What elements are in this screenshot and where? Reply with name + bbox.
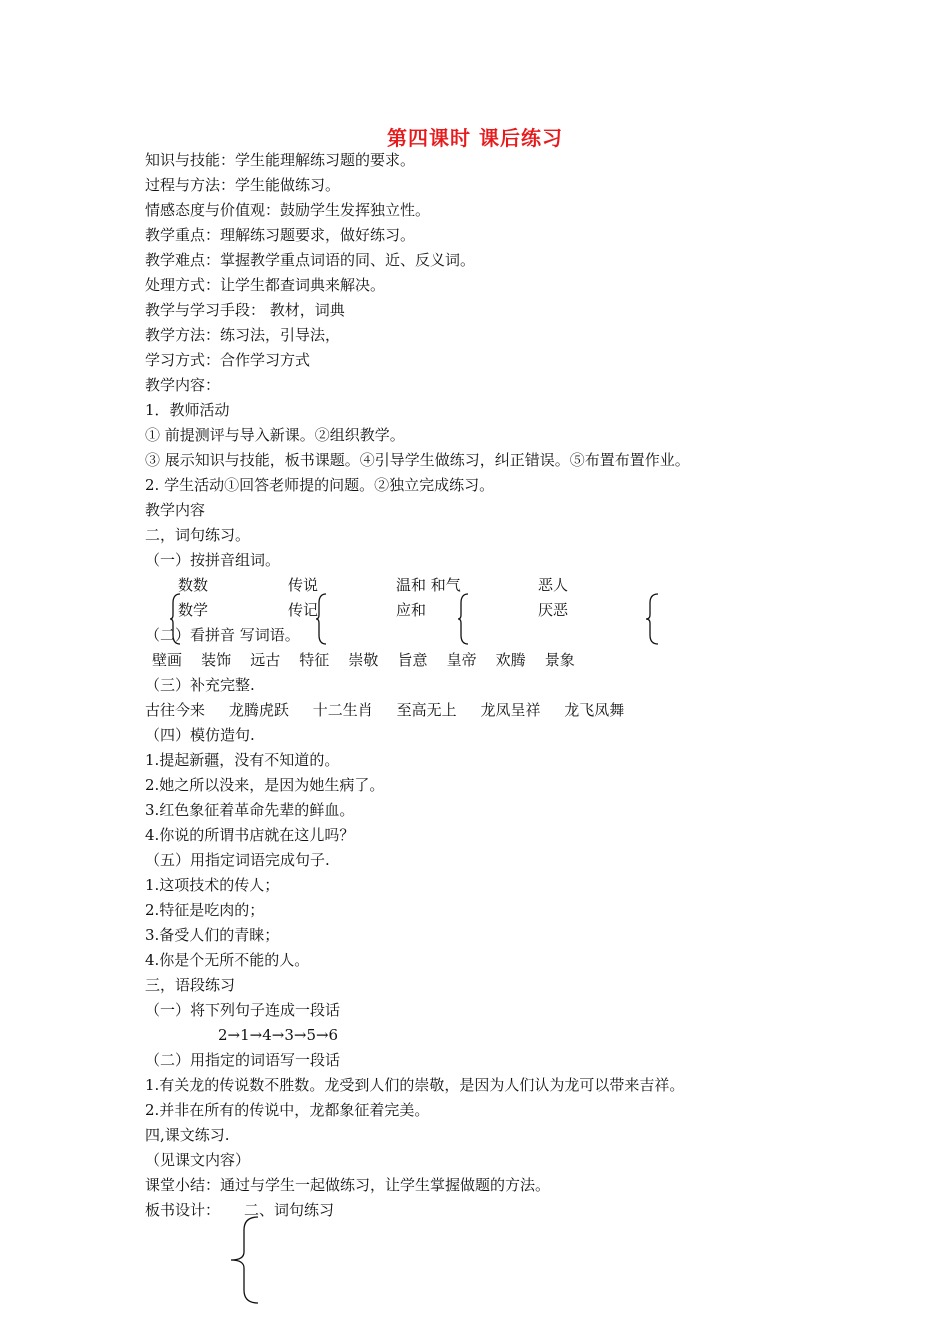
word-item: 皇帝 <box>446 651 477 669</box>
objective-process: 过程与方法：学生能做练习。 <box>145 176 341 194</box>
student-activity-line: 2. 学生活动①回答老师提的问题。②独立完成练习。 <box>145 476 495 494</box>
section5-item-3: 3.备受人们的青睐； <box>145 926 280 944</box>
teaching-focus: 教学重点：理解练习题要求，做好练习。 <box>145 226 416 244</box>
section2-label: （二）看拼音 写词语。 <box>145 626 300 644</box>
section4-label: （四）模仿造句. <box>145 726 255 744</box>
page-title: 第四课时 课后练习 <box>387 126 563 150</box>
teaching-content-label: 教学内容 <box>145 501 206 519</box>
word-item: 景象 <box>544 651 575 669</box>
section5-item-2: 2.特征是吃肉的； <box>145 901 265 919</box>
teaching-difficulty: 教学难点：掌握教学重点词语的同、近、反义词。 <box>145 251 476 269</box>
section5-item-1: 1.这项技术的传人； <box>145 876 280 894</box>
word-shushu: 数数 <box>178 576 209 594</box>
idiom-item: 龙腾虎跃 <box>228 701 289 719</box>
board-design-item: 二、词句练习 <box>244 1201 335 1219</box>
learning-method: 学习方式：合作学习方式 <box>145 351 311 369</box>
section2-word-list <box>152 650 575 670</box>
part2-heading: 二，词句练习。 <box>145 526 251 544</box>
part3-item-1: 1.有关龙的传说数不胜数。龙受到人们的崇敬，是因为人们认为龙可以带来吉祥。 <box>145 1076 685 1094</box>
word-item: 欢腾 <box>495 651 526 669</box>
board-brace <box>230 1216 260 1304</box>
word-item: 远古 <box>250 651 281 669</box>
part3-sub1-label: （一）将下列句子连成一段话 <box>145 1001 341 1019</box>
part4-heading: 四,课文练习. <box>145 1126 230 1144</box>
section4-item-3: 3.红色象征着革命先辈的鲜血。 <box>145 801 355 819</box>
part3-sequence: 2→1→4→3→5→6 <box>218 1026 339 1044</box>
word-yanwu: 厌恶 <box>538 601 569 619</box>
section3-label: （三）补充完整. <box>145 676 255 694</box>
part3-item-2: 2.并非在所有的传说中，龙都象征着完美。 <box>145 1101 430 1119</box>
section4-item-4: 4.你说的所谓书店就在这儿吗？ <box>145 826 355 844</box>
word-chuanji: 传记 <box>288 601 319 619</box>
class-summary: 课堂小结：通过与学生一起做练习，让学生掌握做题的方法。 <box>145 1176 551 1194</box>
word-shuxue: 数学 <box>178 601 209 619</box>
objective-attitude: 情感态度与价值观：鼓励学生发挥独立性。 <box>145 201 431 219</box>
section4-item-2: 2.她之所以没来，是因为她生病了。 <box>145 776 385 794</box>
teacher-activity-line-2: ③ 展示知识与技能，板书课题。④引导学生做练习，纠正错误。⑤布置布置作业。 <box>145 451 690 469</box>
handling-method: 处理方式：让学生都查词典来解决。 <box>145 276 386 294</box>
part4-note: （见课文内容） <box>145 1151 251 1169</box>
word-item: 崇敬 <box>348 651 379 669</box>
teaching-content-heading: 教学内容： <box>145 376 221 394</box>
teaching-method: 教学方法：练习法，引导法， <box>145 326 341 344</box>
brace-group-2 <box>316 593 328 645</box>
teacher-activity-line-1: ① 前提测评与导入新课。②组织教学。 <box>145 426 405 444</box>
brace-group-3 <box>458 593 470 645</box>
idiom-item: 至高无上 <box>396 701 457 719</box>
objective-knowledge: 知识与技能：学生能理解练习题的要求。 <box>145 151 416 169</box>
section3-word-list <box>145 700 624 720</box>
idiom-item: 古往今来 <box>145 701 206 719</box>
idiom-item: 十二生肖 <box>312 701 373 719</box>
section1-label: （一）按拼音组词。 <box>145 551 281 569</box>
part3-heading: 三，语段练习 <box>145 976 236 994</box>
word-chuanshuo: 传说 <box>288 576 319 594</box>
board-design-label: 板书设计： <box>145 1201 221 1219</box>
section5-label: （五）用指定词语完成句子. <box>145 851 330 869</box>
idiom-item: 龙飞凤舞 <box>564 701 625 719</box>
teacher-activity-heading: 1．教师活动 <box>145 401 230 419</box>
word-yinghe: 应和 <box>396 601 427 619</box>
brace-group-4 <box>646 593 660 645</box>
section4-item-1: 1.提起新疆，没有不知道的。 <box>145 751 340 769</box>
word-wenhe-heqi: 温和 和气 <box>396 576 461 594</box>
word-item: 特征 <box>299 651 330 669</box>
section5-item-4: 4.你是个无所不能的人。 <box>145 951 310 969</box>
word-item: 旨意 <box>397 651 428 669</box>
teaching-means: 教学与学习手段： 教材，词典 <box>145 301 345 319</box>
word-eren: 恶人 <box>538 576 569 594</box>
word-item: 装饰 <box>201 651 232 669</box>
word-item: 壁画 <box>152 651 183 669</box>
idiom-item: 龙凤呈祥 <box>480 701 541 719</box>
part3-sub2-label: （二）用指定的词语写一段话 <box>145 1051 341 1069</box>
